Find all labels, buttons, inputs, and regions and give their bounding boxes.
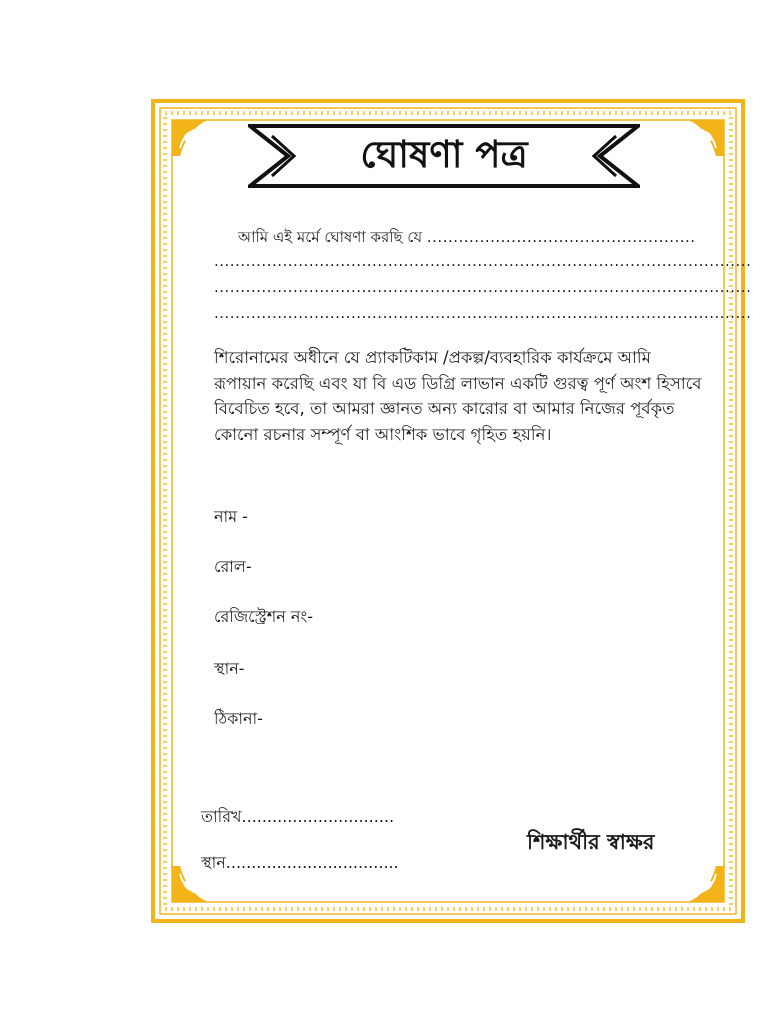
student-signature-label: শিক্ষার্থীর স্বাক্ষর: [527, 830, 655, 854]
dotted-line-3: ......................................................................................................: [214, 304, 752, 322]
intro-dots: ...................................................: [426, 228, 696, 246]
corner-ornament-top-right: [688, 120, 724, 156]
field-name: নাম -: [214, 507, 248, 526]
field-place: স্থান-: [214, 659, 245, 678]
corner-ornament-top-left: [172, 120, 208, 156]
dotted-line-2: ......................................................................................................: [214, 278, 752, 296]
page-title: ঘোষণা পত্র: [360, 132, 528, 176]
title-banner: [248, 124, 640, 188]
declaration-intro-line: [238, 226, 696, 251]
field-roll: রোল-: [214, 557, 252, 576]
field-address: ঠিকানা-: [214, 709, 263, 728]
field-registration: রেজিস্ট্রেশন নং-: [214, 607, 314, 626]
place-line: স্থান..................................: [201, 853, 399, 872]
declaration-body: শিরোনামের অধীনে যে প্র্যাকটিকাম /প্রকল্প/ব্যবহারিক কার্যক্রমে আমি রূপায়ান করেছি এবং যা বি এড ডিগ্রি লাভান একটি গুরত্ব পূর্ণ অংশ হিসাবে বিবেচিত হবে, তা আমরা জ্ঞানত অন্য কারোর বা আমার নিজের পূর্বকৃত কোনো রচনার সম্পূর্ণ বা আংশিক ভাবে গৃহিত হয়নি।: [214, 348, 702, 444]
dotted-line-1: ......................................................................................................: [214, 252, 752, 270]
declaration-intro: আমি এই মর্মে ঘোষণা করছি যে: [238, 228, 423, 246]
corner-ornament-bottom-right: [688, 866, 724, 902]
date-line: তারিখ..............................: [201, 807, 395, 826]
